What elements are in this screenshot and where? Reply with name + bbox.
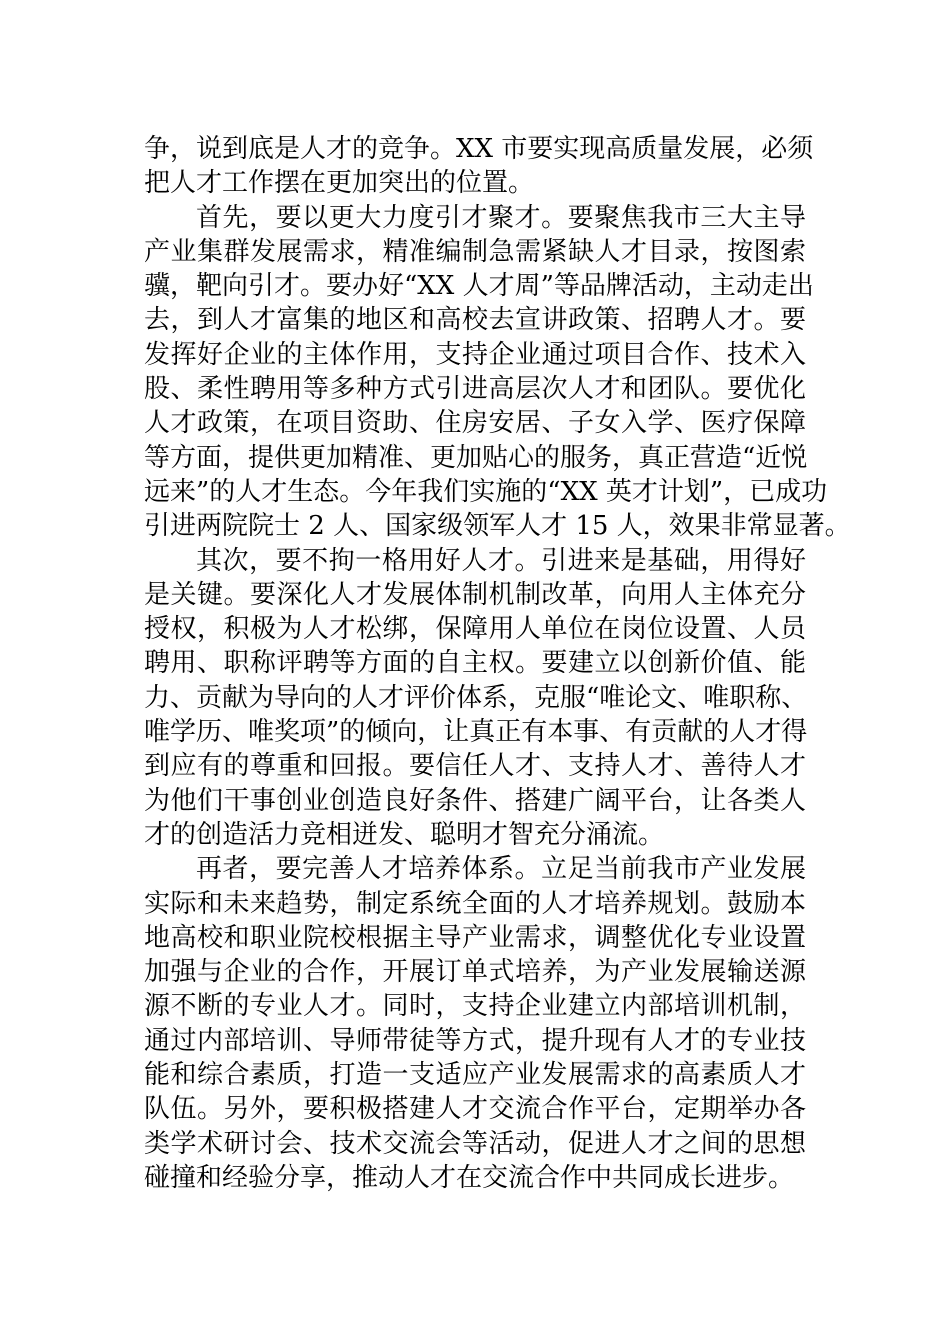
text-line: 骥，靶向引才。要办好“XX 人才周”等品牌活动，主动走出	[144, 271, 814, 302]
text-line: 把人才工作摆在更加突出的位置。	[144, 168, 535, 199]
text-line: 源不断的专业人才。同时，支持企业建立内部培训机制，	[144, 991, 806, 1022]
text-line: 首先，要以更大力度引才聚才。要聚焦我市三大主导	[196, 202, 806, 233]
text-line: 碰撞和经验分享，推动人才在交流合作中共同成长进步。	[144, 1162, 795, 1193]
text-line: 发挥好企业的主体作用，支持企业通过项目合作、技术入	[144, 339, 806, 370]
text-line: 引进两院院士 2 人、国家级领军人才 15 人，效果非常显著。	[144, 511, 851, 542]
text-line: 到应有的尊重和回报。要信任人才、支持人才、善待人才	[144, 751, 806, 782]
text-line: 等方面，提供更加精准、更加贴心的服务，真正营造“近悦	[144, 442, 808, 473]
text-line: 人才政策，在项目资助、住房安居、子女入学、医疗保障	[144, 408, 806, 439]
text-line: 加强与企业的合作，开展订单式培养，为产业发展输送源	[144, 957, 806, 988]
text-line: 唯学历、唯奖项”的倾向，让真正有本事、有贡献的人才得	[144, 717, 808, 748]
text-line: 地高校和职业院校根据主导产业需求，调整优化专业设置	[144, 922, 806, 953]
text-line: 为他们干事创业创造良好条件、搭建广阔平台，让各类人	[144, 785, 806, 816]
text-line: 其次，要不拘一格用好人才。引进来是基础，用得好	[196, 545, 806, 576]
paragraph	[144, 201, 851, 544]
paragraph	[144, 852, 806, 1195]
document-body	[144, 132, 851, 1195]
text-line: 是关键。要深化人才发展体制机制改革，向用人主体充分	[144, 579, 806, 610]
text-line: 才的创造活力竞相迸发、聪明才智充分涌流。	[144, 819, 665, 850]
text-line: 力、贡献为导向的人才评价体系，克服“唯论文、唯职称、	[144, 682, 808, 713]
text-line: 股、柔性聘用等多种方式引进高层次人才和团队。要优化	[144, 374, 806, 405]
text-line: 能和综合素质，打造一支适应产业发展需求的高素质人才	[144, 1060, 806, 1091]
text-line: 实际和未来趋势，制定系统全面的人才培养规划。鼓励本	[144, 888, 806, 919]
text-line: 授权，积极为人才松绑，保障用人单位在岗位设置、人员	[144, 614, 806, 645]
text-line: 远来”的人才生态。今年我们实施的“XX 英才计划”，已成功	[144, 476, 828, 507]
text-line: 类学术研讨会、技术交流会等活动，促进人才之间的思想	[144, 1128, 806, 1159]
text-line: 去，到人才富集的地区和高校去宣讲政策、招聘人才。要	[144, 305, 806, 336]
text-line: 聘用、职称评聘等方面的自主权。要建立以创新价值、能	[144, 648, 806, 679]
text-line: 队伍。另外，要积极搭建人才交流合作平台，定期举办各	[144, 1094, 806, 1125]
text-line: 产业集群发展需求，精准编制急需紧缺人才目录，按图索	[144, 236, 806, 267]
text-line: 再者，要完善人才培养体系。立足当前我市产业发展	[196, 854, 806, 885]
text-line: 通过内部培训、导师带徒等方式，提升现有人才的专业技	[144, 1025, 806, 1056]
text-line: 争，说到底是人才的竞争。XX 市要实现高质量发展，必须	[144, 134, 814, 164]
paragraph	[144, 544, 806, 853]
paragraph	[144, 132, 814, 201]
